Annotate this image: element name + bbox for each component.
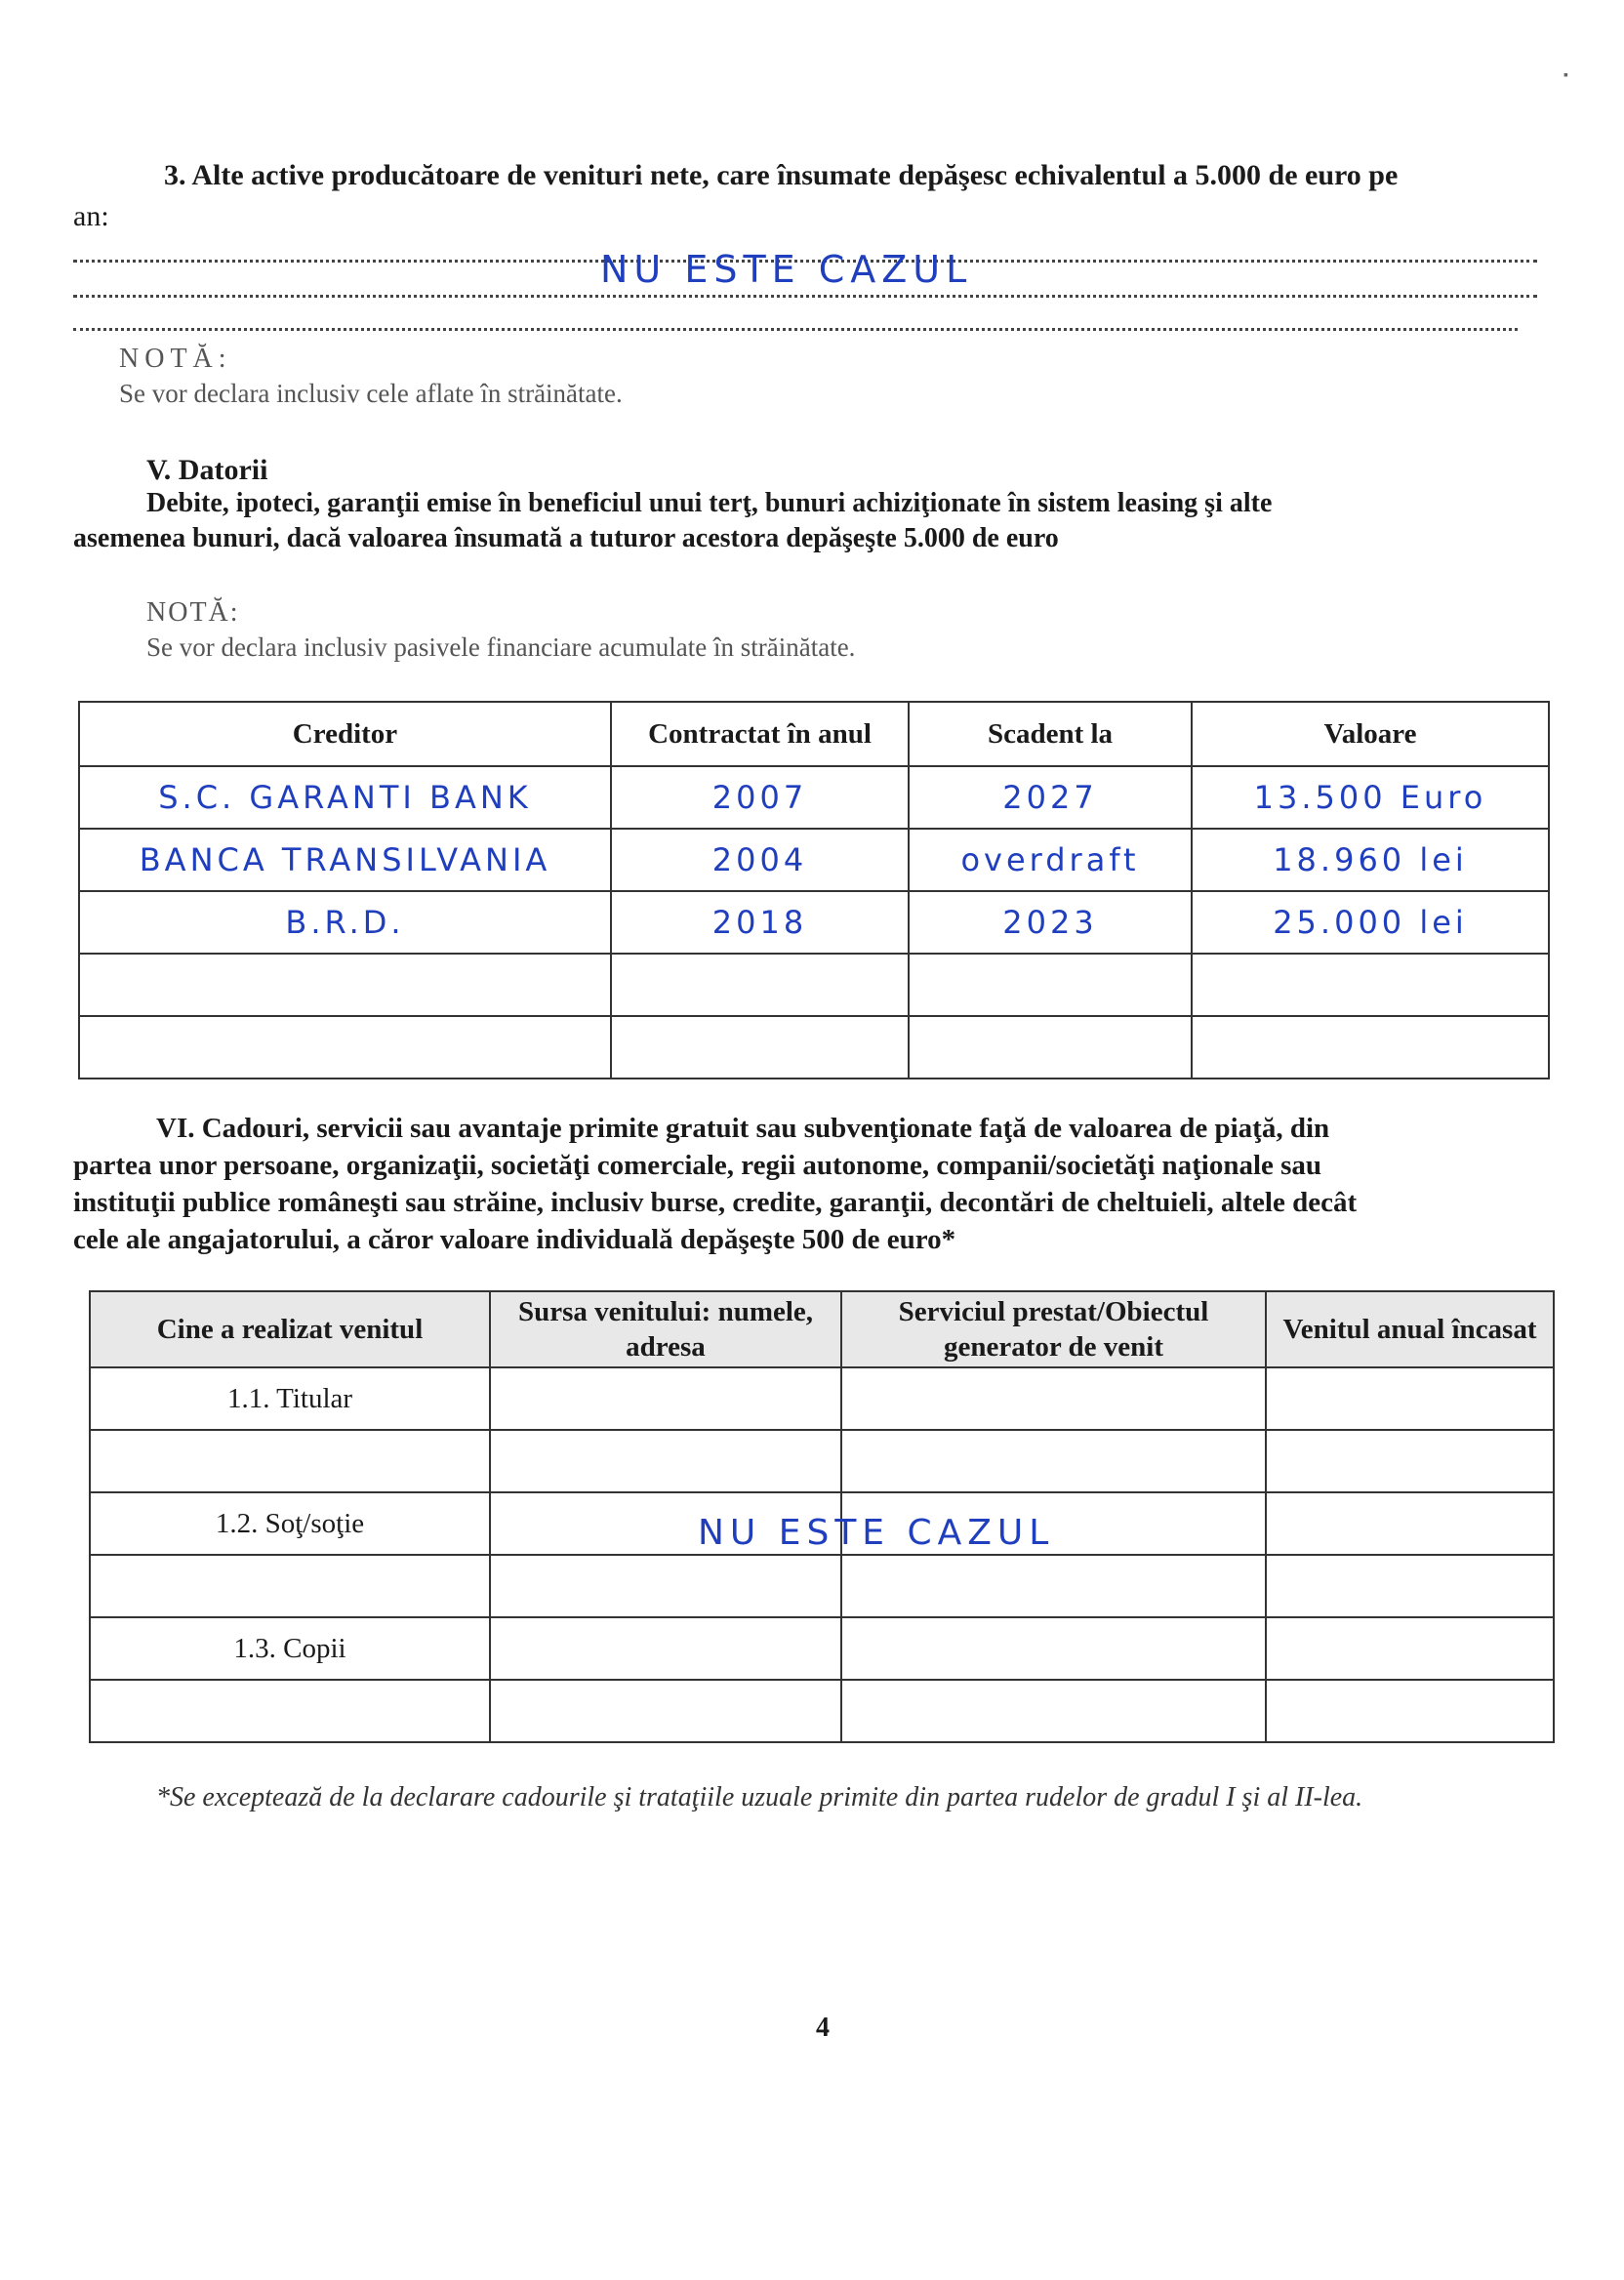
year-cell: 2004 (611, 829, 909, 891)
table-row (79, 766, 1549, 829)
sectionVI-footnote: *Se exceptează de la declarare cadourile şi trataţiile uzuale primite din partea rudelor de gradul I şi al II-lea. (156, 1782, 1363, 1812)
section3-handwritten: NU ESTE CAZUL (600, 248, 973, 291)
debts-table (78, 701, 1550, 1079)
year-cell: 2007 (611, 766, 909, 829)
year-cell (611, 954, 909, 1016)
corner-mark: ▪ (1563, 68, 1568, 83)
value-cell: 18.960 lei (1192, 829, 1549, 891)
header-contracted-year: Contractat în anul (611, 702, 909, 766)
table-row (79, 954, 1549, 1016)
table-row (90, 1367, 1554, 1430)
value-cell: 13.500 Euro (1192, 766, 1549, 829)
section3-nota-text: Se vor declara inclusiv cele aflate în străinătate. (119, 379, 623, 408)
row-label (90, 1555, 490, 1617)
sectionV-description-line1: Debite, ipoteci, garanţii emise în beneficiul unui terţ, bunuri achiziţionate în sistem leasing şi alte (146, 488, 1273, 518)
dotted-line-3 (73, 328, 1518, 331)
due-cell (909, 1016, 1192, 1079)
sectionV-description-line2: asemenea bunuri, dacă valoarea însumată a tuturor acestora depăşeşte 5.000 de euro (73, 523, 1059, 553)
table-row (90, 1430, 1554, 1492)
year-cell: 2018 (611, 891, 909, 954)
header-income-source: Sursa venitului: numele, adresa (490, 1291, 841, 1367)
table-row (90, 1555, 1554, 1617)
debts-table-header (79, 702, 1549, 766)
header-who-earned: Cine a realizat venitul (90, 1291, 490, 1367)
page-number: 4 (816, 2013, 830, 2043)
header-annual-income: Venitul anual încasat (1266, 1291, 1554, 1367)
value-cell (1192, 954, 1549, 1016)
year-cell (611, 1016, 909, 1079)
due-cell: 2027 (909, 766, 1192, 829)
dotted-line-2 (73, 295, 1537, 298)
creditor-cell: BANCA TRANSILVANIA (79, 829, 611, 891)
header-creditor: Creditor (79, 702, 611, 766)
sectionVI-description (73, 1110, 1557, 1258)
sectionVI-line: VI. Cadouri, servicii sau avantaje primite gratuit sau subvenţionate faţă de valoarea de piaţă, din (156, 1113, 1330, 1144)
header-service-object: Serviciul prestat/Obiectul generator de venit (841, 1291, 1266, 1367)
gifts-table-header (90, 1291, 1554, 1367)
sectionVI-line: partea unor persoane, organizaţii, societăţi comerciale, regii autonome, companii/societăţi naţionale sau (73, 1150, 1322, 1181)
value-cell: 25.000 lei (1192, 891, 1549, 954)
due-cell: 2023 (909, 891, 1192, 954)
header-value: Valoare (1192, 702, 1549, 766)
creditor-cell: S.C. GARANTI BANK (79, 766, 611, 829)
table-row (79, 891, 1549, 954)
row-label: 1.1. Titular (90, 1367, 490, 1430)
sectionV-title: V. Datorii (146, 454, 268, 486)
row-label (90, 1430, 490, 1492)
sectionVI-line: cele ale angajatorului, a căror valoare individuală depăşeşte 500 de euro* (73, 1224, 956, 1255)
due-cell (909, 954, 1192, 1016)
sectionVI-handwritten: NU ESTE CAZUL (698, 1513, 1055, 1553)
row-label: 1.3. Copii (90, 1617, 490, 1680)
value-cell (1192, 1016, 1549, 1079)
creditor-cell: B.R.D. (79, 891, 611, 954)
sectionV-nota-text: Se vor declara inclusiv pasivele financiare acumulate în străinătate. (146, 632, 856, 662)
table-row (79, 829, 1549, 891)
table-row (90, 1680, 1554, 1742)
row-label (90, 1680, 490, 1742)
table-row (90, 1617, 1554, 1680)
section3-nota-label: NOTĂ: (119, 344, 232, 374)
section3-heading-line2: an: (73, 200, 109, 232)
section3-heading-line1: 3. Alte active producătoare de venituri nete, care însumate depăşesc echivalentul a 5.000 de euro pe (164, 159, 1399, 191)
creditor-cell (79, 954, 611, 1016)
header-due-date: Scadent la (909, 702, 1192, 766)
row-label: 1.2. Soţ/soţie (90, 1492, 490, 1555)
sectionVI-line: instituţii publice româneşti sau străine, inclusiv burse, credite, garanţii, decontări de cheltuieli, altele decât (73, 1187, 1358, 1218)
due-cell: overdraft (909, 829, 1192, 891)
creditor-cell (79, 1016, 611, 1079)
sectionV-nota-label: NOTĂ: (146, 597, 240, 628)
table-row (79, 1016, 1549, 1079)
